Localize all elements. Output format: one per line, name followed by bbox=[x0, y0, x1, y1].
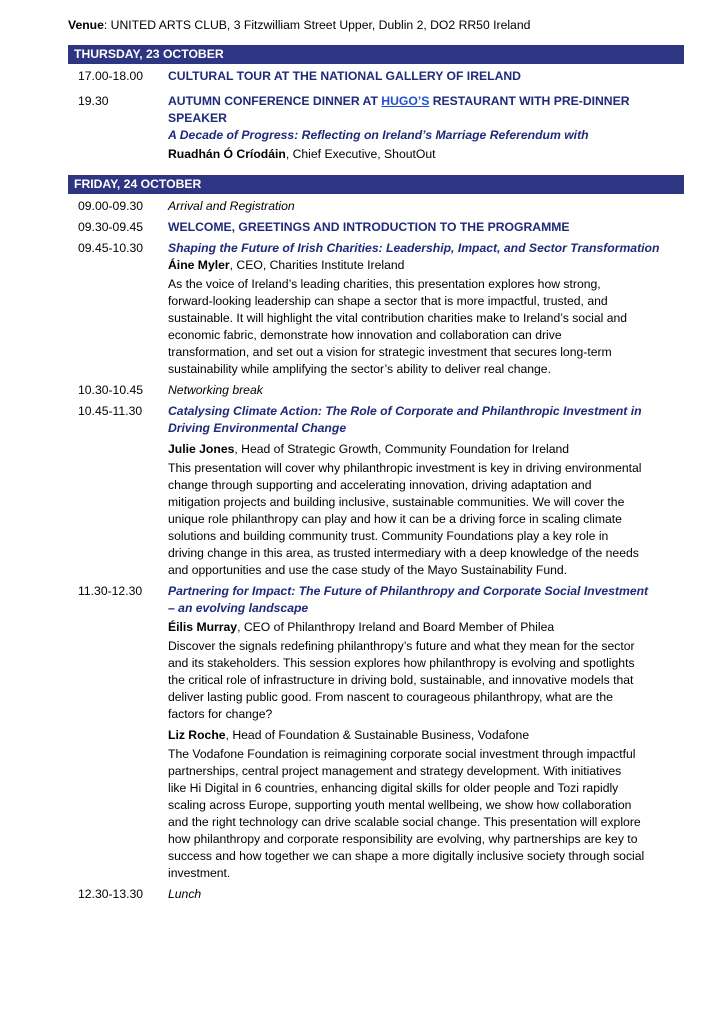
speaker bbox=[168, 146, 684, 163]
session-title bbox=[168, 583, 684, 617]
day-header-thursday: THURSDAY, 23 OCTOBER bbox=[68, 45, 684, 64]
time: 09.00-09.30 bbox=[78, 199, 144, 213]
speaker bbox=[168, 257, 684, 274]
description-line: deliver lasting public good. From nascent to courageous philanthropy, what are the bbox=[168, 690, 613, 704]
session-description bbox=[168, 460, 684, 579]
time: 17.00-18.00 bbox=[78, 69, 144, 83]
description-line: driving change in this area, as trusted intermediary with a deep knowledge of the needs bbox=[168, 546, 639, 560]
description-line: forward-looking leadership can shape a sector that is more impactful, trusted, and bbox=[168, 294, 608, 308]
speaker bbox=[168, 727, 684, 744]
title-line: Driving Environmental Change bbox=[168, 421, 347, 435]
session-title: CULTURAL TOUR AT THE NATIONAL GALLERY OF IRELAND bbox=[168, 69, 521, 83]
speaker-role: , CEO of Philanthropy Ireland and Board Member of Philea bbox=[237, 620, 555, 634]
speaker-role: , CEO, Charities Institute Ireland bbox=[229, 258, 405, 272]
session-title bbox=[168, 403, 684, 437]
session-description bbox=[168, 638, 684, 723]
description-line: like Hi Digital in 6 countries, enhancing digital skills for older people and Tozi rapidly bbox=[168, 781, 619, 795]
speaker-role: , Chief Executive, ShoutOut bbox=[285, 147, 436, 161]
description-line: Discover the signals redefining philanthropy’s future and what they mean for the sector bbox=[168, 639, 635, 653]
session-title: WELCOME, GREETINGS AND INTRODUCTION TO THE PROGRAMME bbox=[168, 220, 570, 234]
description-line: and the right technology can drive scalable social change. This presentation will explore bbox=[168, 815, 641, 829]
agenda-item-session3 bbox=[68, 583, 684, 882]
speaker bbox=[168, 441, 684, 458]
description-line: sustainability while amplifying the sector’s ability to deliver real change. bbox=[168, 362, 551, 376]
title-line: Catalysing Climate Action: The Role of Corporate and Philanthropic Investment in bbox=[168, 404, 642, 418]
session-subtitle: A Decade of Progress: Reflecting on Ireland’s Marriage Referendum with bbox=[168, 128, 589, 142]
title-text: RESTAURANT WITH PRE-DINNER SPEAKER bbox=[168, 94, 630, 125]
venue-text: : UNITED ARTS CLUB, 3 Fitzwilliam Street Upper, Dublin 2, DO2 RR50 Ireland bbox=[103, 18, 531, 32]
speaker-name: Liz Roche bbox=[168, 728, 226, 742]
description-line: unique role philanthropy can play and how it can be a driving force in scaling climate bbox=[168, 512, 622, 526]
time: 09.45-10.30 bbox=[78, 241, 144, 255]
description-line: sustainable. It will highlight the vital contribution charities make to Ireland’s social and bbox=[168, 311, 628, 325]
description-line: change through supporting and accelerating innovation, driving adaptation and bbox=[168, 478, 592, 492]
title-line: – an evolving landscape bbox=[168, 601, 309, 615]
session-description bbox=[168, 746, 684, 882]
time: 10.45-11.30 bbox=[78, 404, 143, 418]
description-line: the critical role of infrastructure in driving bold, sustainable, and innovative models that bbox=[168, 673, 634, 687]
agenda-item-session1 bbox=[68, 240, 684, 378]
time: 09.30-09.45 bbox=[78, 220, 144, 234]
description-line: success and how together we can shape a more digitally inclusive society through social bbox=[168, 849, 645, 863]
agenda-item-tour bbox=[68, 68, 684, 85]
time: 10.30-10.45 bbox=[78, 383, 144, 397]
agenda-item-break bbox=[68, 382, 684, 399]
description-line: This presentation will cover why philanthropic investment is key in driving environmental bbox=[168, 461, 642, 475]
speaker-role: , Head of Strategic Growth, Community Foundation for Ireland bbox=[234, 442, 570, 456]
time: 19.30 bbox=[78, 94, 109, 108]
speaker-name: Áine Myler bbox=[168, 258, 230, 272]
title-text: AUTUMN CONFERENCE DINNER AT bbox=[168, 94, 382, 108]
description-line: The Vodafone Foundation is reimagining corporate social investment through impactful bbox=[168, 747, 636, 761]
time: 11.30-12.30 bbox=[78, 584, 143, 598]
agenda-item-arrival bbox=[68, 198, 684, 215]
hugos-link[interactable]: HUGO’S bbox=[381, 94, 430, 108]
description-line: As the voice of Ireland’s leading charities, this presentation explores how strong, bbox=[168, 277, 601, 291]
description-line: factors for change? bbox=[168, 707, 273, 721]
speaker-name: Éilis Murray bbox=[168, 620, 238, 634]
description-line: and opportunities and use the case study of the Mayo Sustainability Fund. bbox=[168, 563, 568, 577]
item-text: Networking break bbox=[168, 383, 263, 397]
description-line: economic fabric, demonstrate how innovation and collaboration can drive bbox=[168, 328, 562, 342]
day-header-friday: FRIDAY, 24 OCTOBER bbox=[68, 175, 684, 194]
item-text: Lunch bbox=[168, 887, 202, 901]
speaker-name: Julie Jones bbox=[168, 442, 235, 456]
description-line: transformation, and set out a vision for strategic investment that secures long-term bbox=[168, 345, 612, 359]
time: 12.30-13.30 bbox=[78, 887, 144, 901]
description-line: investment. bbox=[168, 866, 231, 880]
description-line: scaling across Europe, supporting youth mental wellbeing, we show how collaboration bbox=[168, 798, 632, 812]
agenda-item-welcome bbox=[68, 219, 684, 236]
title-line: Partnering for Impact: The Future of Philanthropy and Corporate Social Investment bbox=[168, 584, 649, 598]
speaker-role: , Head of Foundation & Sustainable Business, Vodafone bbox=[225, 728, 530, 742]
agenda-item-lunch bbox=[68, 886, 684, 903]
venue-label: Venue bbox=[68, 18, 104, 32]
description-line: partnerships, central project management and strategy development. With initiatives bbox=[168, 764, 622, 778]
item-text: Arrival and Registration bbox=[168, 199, 295, 213]
session-title: Shaping the Future of Irish Charities: Leadership, Impact, and Sector Transformation bbox=[168, 241, 660, 255]
venue-line bbox=[68, 17, 684, 34]
agenda-item-dinner bbox=[68, 93, 684, 163]
description-line: solutions and building community trust. Community Foundations play a key role in bbox=[168, 529, 609, 543]
description-line: mitigation projects and building inclusive, sustainable communities. We will cover the bbox=[168, 495, 625, 509]
session-title bbox=[168, 93, 684, 127]
speaker-name: Ruadhán Ó Críodáin bbox=[168, 147, 286, 161]
description-line: and its stakeholders. This session explores how philanthropy is evolving and spotlights bbox=[168, 656, 635, 670]
description-line: how philanthropy and corporate responsibility are evolving, why partnerships are key to bbox=[168, 832, 638, 846]
speaker bbox=[168, 619, 684, 636]
agenda-item-session2 bbox=[68, 403, 684, 579]
session-description bbox=[168, 276, 684, 378]
